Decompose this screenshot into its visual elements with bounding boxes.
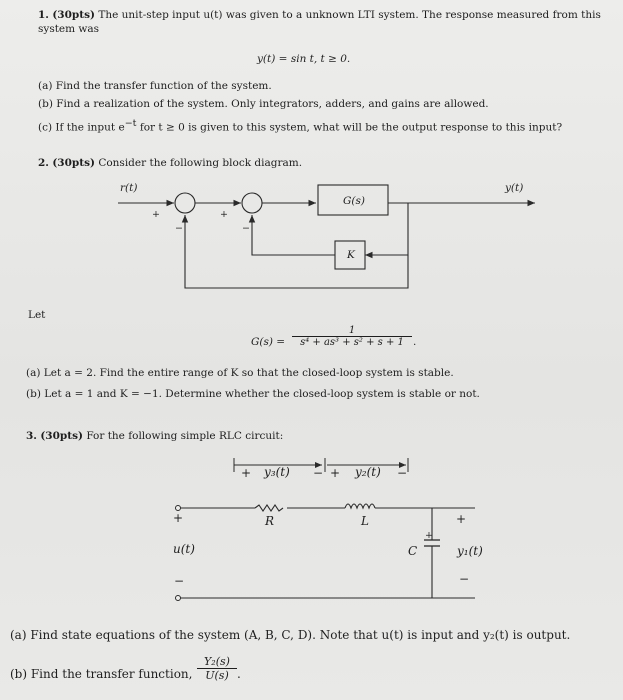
y3-label: y₃(t) — [264, 465, 290, 479]
g-denominator: s⁴ + as³ + s² + s + 1 — [300, 337, 404, 348]
problem-1-points: (30pts) — [52, 9, 95, 21]
problem-1-part-a: (a) Find the transfer function of the system. — [38, 80, 272, 92]
input-label: r(t) — [120, 182, 138, 194]
k-block-label: K — [347, 249, 355, 261]
problem-2-points: (30pts) — [52, 157, 95, 169]
junction-2-minus: − — [242, 223, 250, 234]
u-label: u(t) — [173, 542, 195, 556]
terminal-bottom — [176, 596, 181, 601]
junction-1-minus: − — [175, 223, 183, 234]
y3-plus: + — [241, 466, 252, 480]
junction-1-plus: + — [152, 209, 160, 220]
inductor-label: L — [361, 514, 369, 528]
tf-fraction — [197, 655, 237, 682]
summing-junction-2 — [242, 193, 262, 213]
problem-1-statement: The unit-step input u(t) was given to a unknown LTI system. The response measured from this — [98, 9, 601, 21]
g-numerator: 1 — [348, 325, 356, 336]
problem-3-part-b: (b) Find the transfer function, — [10, 667, 193, 681]
problem-2-number: 2. — [38, 157, 49, 169]
problem-3-statement: For the following simple RLC circuit: — [86, 430, 284, 442]
problem-3-part-a: (a) Find state equations of the system (A, B, C, D). Note that u(t) is input and y₂(t) is output. — [10, 628, 571, 642]
problem-1-number: 1. — [38, 9, 49, 21]
u-plus: + — [173, 511, 184, 525]
y1-minus: − — [459, 572, 470, 586]
u-minus: − — [174, 574, 185, 588]
let-label: Let — [28, 309, 46, 321]
problem-3-number: 3. — [26, 430, 37, 442]
g-fraction — [292, 325, 412, 348]
problem-2-statement: Consider the following block diagram. — [98, 157, 303, 169]
g-equation-end: . — [413, 336, 417, 348]
y2-plus: + — [330, 466, 341, 480]
inductor — [345, 504, 375, 508]
junction-2-plus: + — [220, 209, 228, 220]
k-feedback-line — [252, 215, 335, 255]
tf-numerator: Y₂(s) — [204, 655, 230, 668]
output-label: y(t) — [505, 182, 524, 194]
part-c-prefix: (c) If the input e — [38, 121, 125, 134]
problem-3-heading — [26, 430, 283, 443]
capacitor-label: C — [408, 544, 418, 558]
problem-1-equation: y(t) = sin t, t ≥ 0. — [257, 53, 351, 65]
y2-label: y₂(t) — [355, 465, 381, 479]
resistor — [255, 505, 283, 511]
problem-3-points: (30pts) — [40, 430, 83, 442]
feedback-to-k-line — [365, 203, 408, 255]
summing-junction-1 — [175, 193, 195, 213]
y3-minus: − — [313, 466, 324, 480]
y1-plus: + — [456, 512, 467, 526]
g-equation-lhs: G(s) = — [251, 336, 286, 348]
problem-2-part-b: (b) Let a = 1 and K = −1. Determine whether the closed-loop system is stable or not. — [26, 388, 480, 400]
tf-denominator: U(s) — [205, 669, 229, 682]
problem-1-statement-cont: system was — [38, 23, 100, 35]
part-c-exponent: −t — [124, 118, 137, 129]
y2-minus: − — [397, 466, 408, 480]
g-block-label: G(s) — [343, 195, 365, 207]
tf-end: . — [237, 667, 241, 681]
y1-label: y₁(t) — [457, 544, 483, 558]
terminal-top — [176, 506, 181, 511]
resistor-label: R — [265, 514, 275, 528]
capacitor-plus: + — [425, 530, 433, 541]
part-c-suffix: for t ≥ 0 is given to this system, what will be the output response to this input? — [136, 121, 563, 134]
problem-2-part-a: (a) Let a = 2. Find the entire range of K so that the closed-loop system is stable. — [26, 367, 454, 379]
problem-1-part-b: (b) Find a realization of the system. Only integrators, adders, and gains are allowed. — [38, 98, 489, 110]
unity-feedback-line — [185, 215, 408, 288]
